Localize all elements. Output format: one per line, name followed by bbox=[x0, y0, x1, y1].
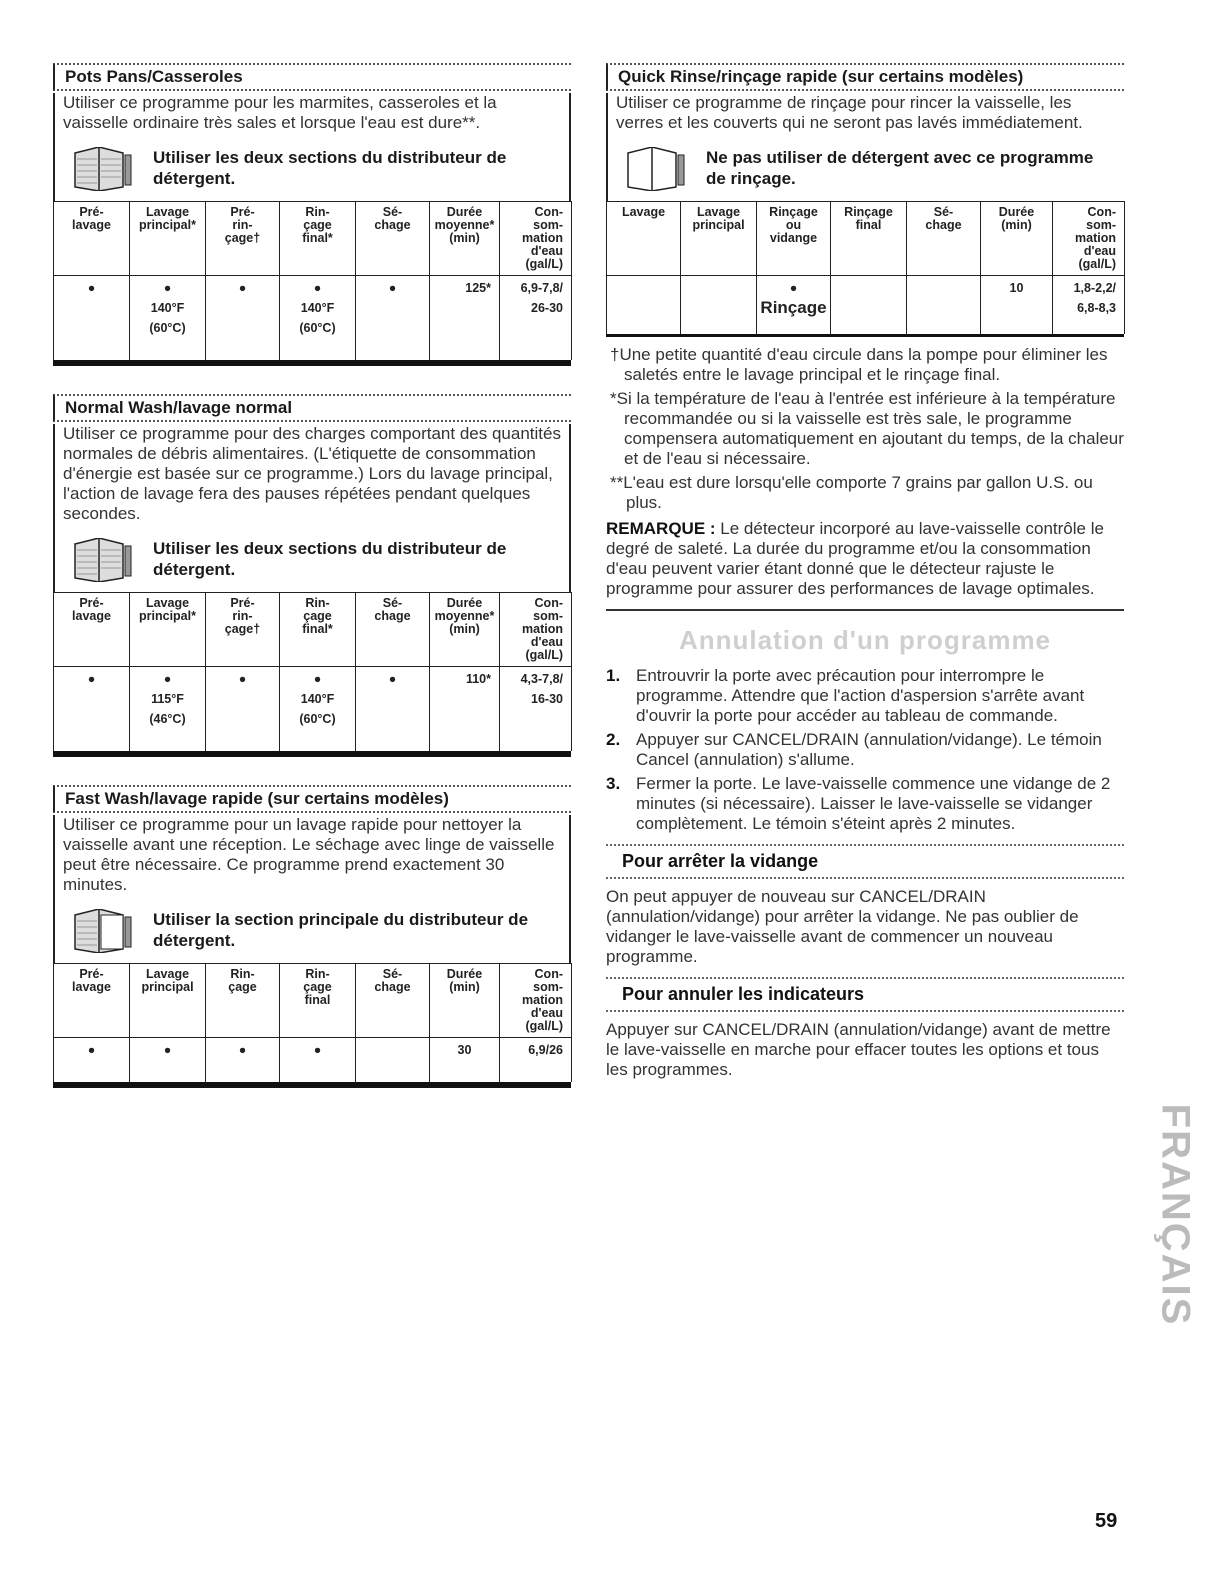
detergent-both-icon bbox=[65, 538, 135, 582]
subheading-cancel-indicators: Pour annuler les indicateurs bbox=[606, 977, 1124, 1012]
footnotes bbox=[606, 345, 1124, 513]
th-rincage: Rin- çage final* bbox=[280, 593, 356, 667]
th-consommation: Con- som- mation d'eau (gal/L) bbox=[500, 202, 572, 276]
subheading-stop-drain: Pour arrêter la vidange bbox=[606, 844, 1124, 879]
table-row bbox=[54, 1038, 572, 1083]
footnote: †Une petite quantité d'eau circule dans la pompe pour éliminer les saletés entre le lavage principal et le rinçage final. bbox=[610, 345, 1108, 384]
cell: 10 bbox=[981, 276, 1053, 335]
cell: ● 115°F (46°C) bbox=[130, 667, 206, 752]
footnote: *Si la température de l'eau à l'entrée est inférieure à la température recommandée ou si la vaisselle est très sale, le programme compensera automatiquement en ajoutant du temps, de la chaleur et de l'eau si nécessaire. bbox=[610, 389, 1124, 468]
th-duree: Durée (min) bbox=[981, 202, 1053, 276]
svg-text:FRANÇAIS: FRANÇAIS bbox=[1153, 1103, 1194, 1327]
left-column bbox=[53, 63, 571, 1088]
cycle-quick-rinse bbox=[606, 63, 1124, 337]
cell: ● bbox=[130, 1038, 206, 1083]
th-lavage: Lavage principal* bbox=[130, 202, 206, 276]
table-header-row bbox=[54, 964, 572, 1038]
th-rincage-final: Rin- çage final bbox=[280, 964, 356, 1038]
cell: ● bbox=[789, 281, 798, 295]
th-lavage: Lavage principal* bbox=[130, 593, 206, 667]
cell: ● bbox=[54, 276, 130, 361]
cycle-table bbox=[53, 592, 572, 751]
cycle-title: Quick Rinse/rinçage rapide (sur certains modèles) bbox=[606, 63, 1124, 91]
cell: 6,9-7,8/ 26-30 bbox=[500, 276, 572, 361]
cell: ● 140°F (60°C) bbox=[280, 667, 356, 752]
th-duree: Durée moyenne* (min) bbox=[430, 593, 500, 667]
cycle-description: Utiliser ce programme de rinçage pour rincer la vaisselle, les verres et les couverts qui ne seront pas lavés immédiatement. bbox=[616, 93, 1083, 132]
cell: ● bbox=[54, 667, 130, 752]
detergent-instruction: Ne pas utiliser de détergent avec ce programme de rinçage. bbox=[706, 148, 1094, 188]
detergent-instruction: Utiliser les deux sections du distributeur de détergent. bbox=[153, 539, 507, 579]
cell: ● bbox=[206, 276, 280, 361]
th-sechage: Sé- chage bbox=[356, 202, 430, 276]
th-prelavage: Pré- lavage bbox=[54, 593, 130, 667]
cell-rincage bbox=[757, 276, 831, 335]
cell: 125* bbox=[430, 276, 500, 361]
cycle-description: Utiliser ce programme pour un lavage rapide pour nettoyer la vaisselle avant une réception. Le séchage avec linge de vaisselle peut être nécessaire. Ce programme prend exactement 30 minutes. bbox=[63, 815, 555, 894]
th-rincage-vidange: Rinçage ou vidange bbox=[757, 202, 831, 276]
cancel-steps bbox=[606, 666, 1124, 834]
th-lavage: Lavage principal bbox=[130, 964, 206, 1038]
cell: ● bbox=[356, 276, 430, 361]
table-row bbox=[607, 276, 1125, 335]
remark-label: REMARQUE : bbox=[606, 519, 716, 538]
cell: ● 140°F (60°C) bbox=[130, 276, 206, 361]
cycle-table bbox=[53, 963, 572, 1082]
cell bbox=[607, 276, 681, 335]
detergent-both-icon bbox=[65, 147, 135, 191]
cell: ● bbox=[206, 667, 280, 752]
th-consommation: Con- som- mation d'eau (gal/L) bbox=[500, 593, 572, 667]
cycle-table bbox=[53, 201, 572, 360]
cell bbox=[681, 276, 757, 335]
cycle-title: Pots Pans/Casseroles bbox=[53, 63, 571, 91]
detergent-main-icon bbox=[65, 909, 135, 953]
th-duree: Durée moyenne* (min) bbox=[430, 202, 500, 276]
footnote: **L'eau est dure lorsqu'elle comporte 7 grains par gallon U.S. ou plus. bbox=[610, 473, 1093, 512]
th-sechage: Sé- chage bbox=[356, 964, 430, 1038]
cycle-description: Utiliser ce programme pour des charges comportant des quantités normales de débris alimentaires. (L'étiquette de consommation d'énergie est basée sur ce programme.) Lors du lavage principal, l'action de lavage fera des pauses répétées pendant quelques secondes. bbox=[63, 424, 561, 523]
remark bbox=[606, 519, 1124, 599]
th-duree: Durée (min) bbox=[430, 964, 500, 1038]
th-prelavage: Pré- lavage bbox=[54, 964, 130, 1038]
table-row bbox=[54, 276, 572, 361]
cell bbox=[356, 1038, 430, 1083]
th-prerincage: Pré- rin- çage† bbox=[206, 202, 280, 276]
cycle-table bbox=[606, 201, 1125, 334]
cell: ● bbox=[206, 1038, 280, 1083]
th-prerincage: Pré- rin- çage† bbox=[206, 593, 280, 667]
cell: ● bbox=[356, 667, 430, 752]
table-header-row bbox=[54, 593, 572, 667]
section-heading: Annulation d'un programme bbox=[678, 625, 1052, 655]
cell bbox=[907, 276, 981, 335]
cell: ● bbox=[280, 1038, 356, 1083]
th-rincage-final: Rinçage final bbox=[831, 202, 907, 276]
th-prelavage: Pré- lavage bbox=[54, 202, 130, 276]
right-column bbox=[606, 63, 1124, 1088]
detergent-instruction: Utiliser la section principale du distributeur de détergent. bbox=[153, 910, 529, 950]
table-row bbox=[54, 667, 572, 752]
detergent-none-icon bbox=[618, 147, 688, 191]
th-lavage-principal: Lavage principal bbox=[681, 202, 757, 276]
cycle-title: Normal Wash/lavage normal bbox=[53, 394, 571, 422]
th-consommation: Con- som- mation d'eau (gal/L) bbox=[1053, 202, 1125, 276]
cycle-normal-wash bbox=[53, 394, 571, 757]
th-consommation: Con- som- mation d'eau (gal/L) bbox=[500, 964, 572, 1038]
list-item: 1. Entrouvrir la porte avec précaution pour interrompre le programme. Attendre que l'action d'aspersion s'arrête avant d'ouvrir la porte pour accéder au tableau de commande. bbox=[606, 666, 1085, 725]
th-sechage: Sé- chage bbox=[907, 202, 981, 276]
table-header-row bbox=[54, 202, 572, 276]
stop-drain-text: On peut appuyer de nouveau sur CANCEL/DRAIN (annulation/vidange) pour arrêter la vidange. Ne pas oublier de vidanger le lave-vaisselle avant de commencer un nouveau programme. bbox=[606, 887, 1079, 966]
th-lavage: Lavage bbox=[607, 202, 681, 276]
detergent-instruction: Utiliser les deux sections du distributeur de détergent. bbox=[153, 148, 507, 188]
cell: ● 140°F (60°C) bbox=[280, 276, 356, 361]
cycle-description: Utiliser ce programme pour les marmites, casseroles et la vaisselle ordinaire très sales et lorsque l'eau est dure**. bbox=[63, 93, 497, 132]
remark-text: Le détecteur incorporé au lave-vaisselle contrôle le degré de saleté. La durée du programme et/ou la consommation d'eau peuvent varier étant donné que le détecteur rajuste le programme pour assurer des performances de lavage optimales. bbox=[606, 519, 1104, 598]
cycle-title: Fast Wash/lavage rapide (sur certains modèles) bbox=[53, 785, 571, 813]
cancel-indicators-text: Appuyer sur CANCEL/DRAIN (annulation/vidange) avant de mettre le lave-vaisselle en marche pour effacer toutes les options et tous les programmes. bbox=[606, 1020, 1111, 1079]
page-number: 59 bbox=[1095, 1510, 1118, 1532]
rincage-label: Rinçage bbox=[760, 298, 827, 317]
th-rincage: Rin- çage bbox=[206, 964, 280, 1038]
cell: 30 bbox=[430, 1038, 500, 1083]
cell: 110* bbox=[430, 667, 500, 752]
list-item: 2. Appuyer sur CANCEL/DRAIN (annulation/vidange). Le témoin Cancel (annulation) s'allume. bbox=[606, 730, 1102, 769]
side-language-label bbox=[1152, 1080, 1194, 1350]
cell: 4,3-7,8/ 16-30 bbox=[500, 667, 572, 752]
cell: 6,9/26 bbox=[500, 1038, 572, 1083]
table-header-row bbox=[607, 202, 1125, 276]
cycle-pots-pans bbox=[53, 63, 571, 366]
cell: ● bbox=[54, 1038, 130, 1083]
cell: 1,8-2,2/ 6,8-8,3 bbox=[1053, 276, 1125, 335]
th-sechage: Sé- chage bbox=[356, 593, 430, 667]
cycle-fast-wash bbox=[53, 785, 571, 1088]
th-rincage: Rin- çage final* bbox=[280, 202, 356, 276]
list-item: 3. Fermer la porte. Le lave-vaisselle commence une vidange de 2 minutes (si nécessaire). Laisser le lave-vaisselle se vidanger complètement. Le témoin s'éteint après 2 minutes. bbox=[606, 774, 1111, 833]
cell bbox=[831, 276, 907, 335]
